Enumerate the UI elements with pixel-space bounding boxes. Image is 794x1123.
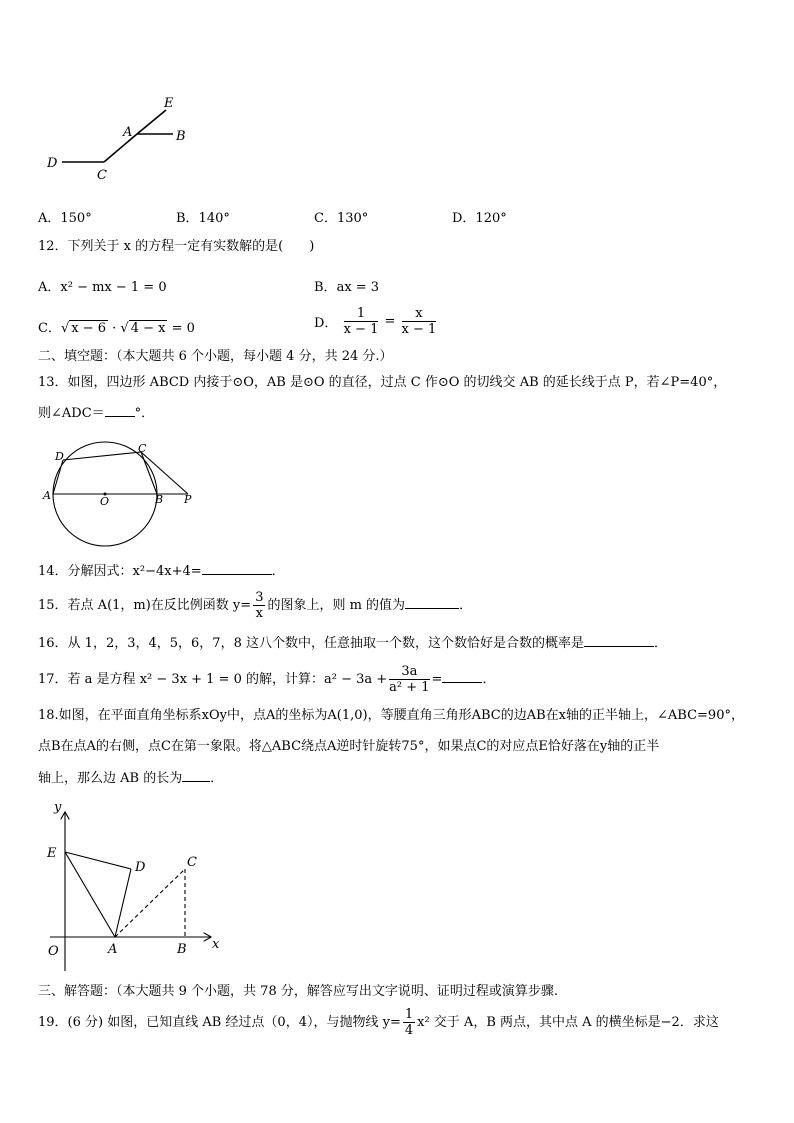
q12-option-d: D． $\frac{1}{x - 1}$ = $\frac{x}{x - 1}$ bbox=[314, 306, 437, 337]
label-C: C bbox=[97, 168, 107, 183]
q14: 14．分解因式：x²−4x+4= ． bbox=[38, 564, 285, 579]
coordinate-figure bbox=[38, 795, 228, 975]
label-y: y bbox=[54, 800, 62, 815]
label-D: D bbox=[55, 450, 64, 463]
q12-option-b: B．ax = 3 bbox=[314, 280, 380, 295]
label-D: D bbox=[47, 156, 58, 171]
q13-line-1: 13．如图，四边形 ABCD 内接于⊙O，AB 是⊙O 的直径，过点 C 作⊙O 的切线交 AB 的延长线于点 P，若∠P=40°， bbox=[38, 375, 727, 390]
angle-figure bbox=[40, 90, 200, 185]
q19: 19．(6 分) 如图，已知直线 AB 经过点（0，4），与抛物线 y= $\frac{1}{4}$ x² 交于 A，B 两点，其中点 A 的横坐标是−2．求这 bbox=[38, 1007, 719, 1038]
q11-option-b: B．140° bbox=[176, 211, 230, 226]
q11-option-d: D．120° bbox=[452, 211, 507, 226]
label-O: O bbox=[100, 495, 110, 508]
label-E: E bbox=[164, 96, 174, 111]
label-B: B bbox=[155, 493, 164, 506]
q11-option-c: C．130° bbox=[314, 211, 369, 226]
label-O: O bbox=[48, 944, 59, 959]
label-E: E bbox=[47, 846, 57, 861]
label-D: D bbox=[135, 860, 146, 875]
q18-line-2: 点B在点A的右侧，点C在第一象限。将△ABC绕点A逆时针旋转75°，如果点C的对应点E恰好落在y轴的正半 bbox=[38, 739, 660, 754]
section-2-heading: 二、填空题：（本大题共 6 个小题，每小题 4 分，共 24 分.） bbox=[38, 349, 393, 364]
q18-line-1: 18.如图，在平面直角坐标系xOy中，点A的坐标为A(1,0)，等腰直角三角形ABC的边AB在x轴的正半轴上，∠ABC=90°， bbox=[38, 708, 744, 723]
q16: 16．从 1，2，3，4，5，6，7，8 这八个数中，任意抽取一个数，这个数恰好是合数的概率是 ． bbox=[38, 636, 667, 651]
q13-line-2: 则∠ADC＝ °． bbox=[38, 406, 155, 421]
section-3-heading: 三、解答题：（本大题共 9 个小题，共 78 分，解答应写出文字说明、证明过程或演算步骤. bbox=[38, 984, 558, 999]
q12-stem: 12．下列关于 x 的方程一定有实数解的是( ) bbox=[38, 239, 315, 254]
label-P: P bbox=[184, 493, 192, 506]
q12-option-c: C．√ x − 6 · √ 4 − x = 0 bbox=[38, 321, 195, 336]
q12-option-a: A．x² − mx − 1 = 0 bbox=[38, 280, 167, 295]
q15: 15．若点 A(1，m)在反比例函数 y= $\frac{3}{x}$ 的图象上，则 m 的值为 ． bbox=[38, 590, 473, 621]
label-A: A bbox=[108, 942, 118, 957]
q17: 17．若 a 是方程 x² − 3x + 1 = 0 的解，计算：a² − 3a + $\frac{3a}{\text{a² + 1}}$ = ． bbox=[38, 664, 496, 695]
label-A: A bbox=[43, 489, 51, 502]
q18-line-3: 轴上，那么边 AB 的长为 ． bbox=[38, 771, 224, 786]
q11-option-a: A．150° bbox=[38, 211, 92, 226]
label-B: B bbox=[177, 942, 187, 957]
label-C: C bbox=[138, 442, 147, 455]
circle-figure bbox=[38, 440, 198, 558]
label-C: C bbox=[187, 855, 197, 870]
label-A: A bbox=[123, 125, 133, 140]
label-B: B bbox=[176, 129, 186, 144]
label-x: x bbox=[212, 937, 220, 952]
